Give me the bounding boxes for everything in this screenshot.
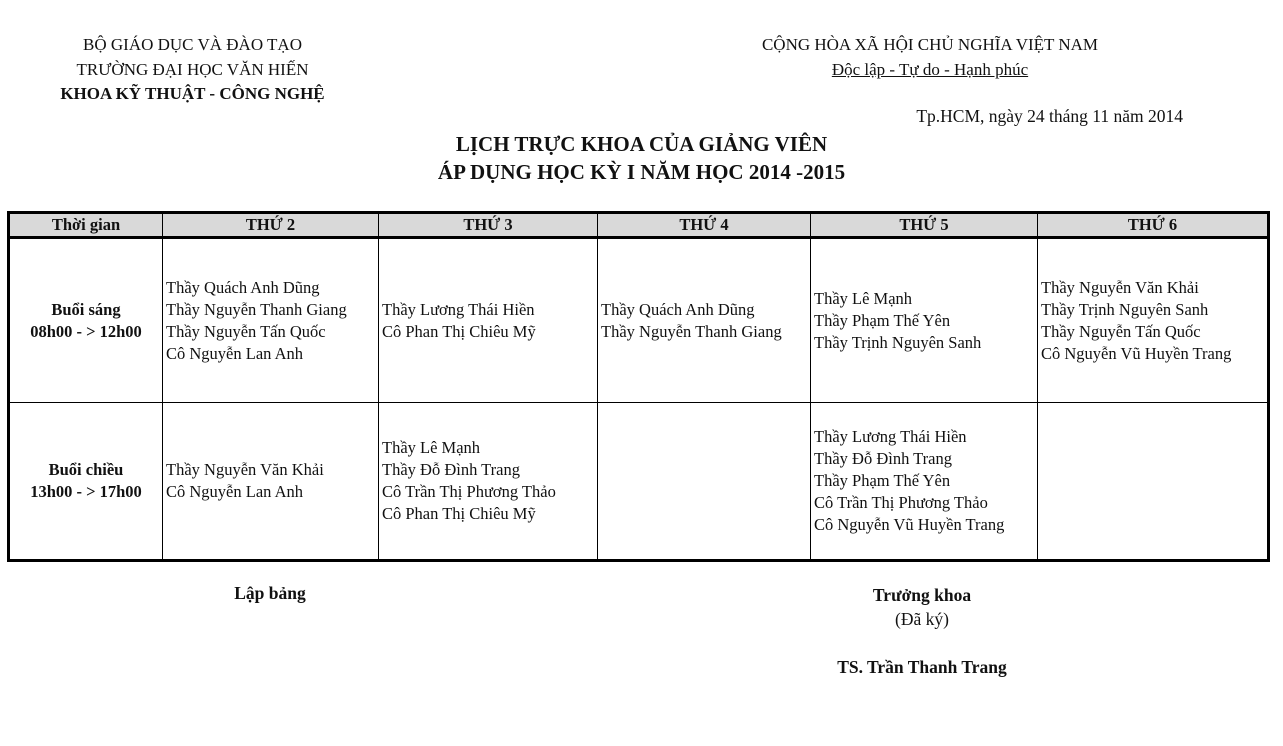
session-hours: 13h00 - > 17h00 [30, 482, 142, 501]
schedule-cell-thursday [811, 403, 1038, 561]
lecturer-name: Thầy Lê Mạnh [814, 288, 913, 308]
schedule-cell-thursday [811, 238, 1038, 403]
table-header-row [9, 213, 1269, 238]
lecturer-name: Cô Phan Thị Chiêu Mỹ [382, 321, 536, 341]
ministry-name: BỘ GIÁO DỤC VÀ ĐÀO TẠO [83, 35, 302, 54]
schedule-cell-wednesday [598, 238, 811, 403]
lecturer-name: Thầy Lê Mạnh [382, 438, 481, 457]
lecturer-name: Thầy Trịnh Nguyên Sanh [1041, 299, 1209, 319]
header-cell-time: Thời gian [9, 213, 163, 238]
title-line-1: LỊCH TRỰC KHOA CỦA GIẢNG VIÊN [455, 132, 828, 156]
header-left [0, 33, 385, 107]
lecturer-name: Thầy Phạm Thế Yên [814, 471, 951, 490]
lecturer-name: Cô Trần Thị Phương Thảo [814, 493, 988, 512]
schedule-cell-tuesday [379, 238, 598, 403]
session-hours: 08h00 - > 12h00 [30, 321, 142, 341]
schedule-table [7, 211, 1270, 562]
title-line-2: ÁP DỤNG HỌC KỲ I NĂM HỌC 2014 -2015 [437, 160, 846, 184]
dean-label: Trưởng khoa [872, 585, 972, 605]
lecturer-name: Thầy Lương Thái Hiền [382, 299, 535, 319]
schedule-cell-tuesday [379, 403, 598, 561]
table-row [9, 238, 1269, 403]
lecturer-name: Thầy Trịnh Nguyên Sanh [814, 332, 982, 352]
lecturer-name: Thầy Nguyễn Tấn Quốc [166, 321, 326, 341]
dean-signature-block [772, 583, 1072, 679]
header-cell-tuesday: THỨ 3 [379, 213, 598, 238]
lecturer-name: Cô Phan Thị Chiêu Mỹ [382, 504, 536, 523]
header-right [720, 33, 1140, 82]
lecturer-name: Cô Nguyễn Vũ Huyền Trang [1041, 343, 1232, 363]
schedule-cell-monday [163, 403, 379, 561]
signed-note: (Đã ký) [895, 609, 949, 629]
national-title: CỘNG HÒA XÃ HỘI CHỦ NGHĨA VIỆT NAM [761, 35, 1099, 54]
lecturer-name: Thầy Quách Anh Dũng [166, 277, 320, 297]
university-name: TRƯỜNG ĐẠI HỌC VĂN HIẾN [76, 59, 309, 79]
prepared-by-label: Lập bảng [234, 583, 306, 603]
session-name: Buổi chiều [48, 460, 124, 479]
session-time-cell [9, 238, 163, 403]
lecturer-name: Cô Nguyễn Lan Anh [166, 482, 304, 501]
dean-name: TS. Trần Thanh Trang [837, 657, 1007, 677]
lecturer-name: Thầy Nguyễn Thanh Giang [166, 299, 347, 319]
lecturer-name: Cô Nguyễn Vũ Huyền Trang [814, 515, 1005, 534]
header-cell-monday: THỨ 2 [163, 213, 379, 238]
lecturer-name: Thầy Nguyễn Văn Khải [166, 460, 324, 479]
header-cell-friday: THỨ 6 [1038, 213, 1269, 238]
schedule-cell-wednesday [598, 403, 811, 561]
lecturer-name: Thầy Nguyễn Thanh Giang [601, 321, 782, 341]
schedule-cell-monday [163, 238, 379, 403]
header-cell-thursday: THỨ 5 [811, 213, 1038, 238]
session-time-cell [9, 403, 163, 561]
header-cell-wednesday: THỨ 4 [598, 213, 811, 238]
document-title [0, 130, 1283, 186]
lecturer-name: Cô Trần Thị Phương Thảo [382, 482, 556, 501]
lecturer-name: Thầy Nguyễn Văn Khải [1041, 277, 1199, 297]
table-row [9, 403, 1269, 561]
schedule-cell-friday [1038, 403, 1269, 561]
lecturer-name: Thầy Quách Anh Dũng [601, 299, 755, 319]
lecturer-name: Cô Nguyễn Lan Anh [166, 343, 304, 363]
lecturer-name: Thầy Lương Thái Hiền [814, 427, 967, 446]
lecturer-name: Thầy Đỗ Đình Trang [382, 460, 520, 479]
lecturer-name: Thầy Đỗ Đình Trang [814, 449, 952, 468]
national-motto: Độc lập - Tự do - Hạnh phúc [831, 59, 1029, 79]
date-line: Tp.HCM, ngày 24 tháng 11 năm 2014 [916, 106, 1183, 126]
faculty-name: KHOA KỸ THUẬT - CÔNG NGHỆ [60, 84, 325, 103]
lecturer-name: Thầy Nguyễn Tấn Quốc [1041, 321, 1201, 341]
session-name: Buổi sáng [51, 299, 121, 319]
lecturer-name: Thầy Phạm Thế Yên [814, 310, 951, 330]
schedule-cell-friday [1038, 238, 1269, 403]
